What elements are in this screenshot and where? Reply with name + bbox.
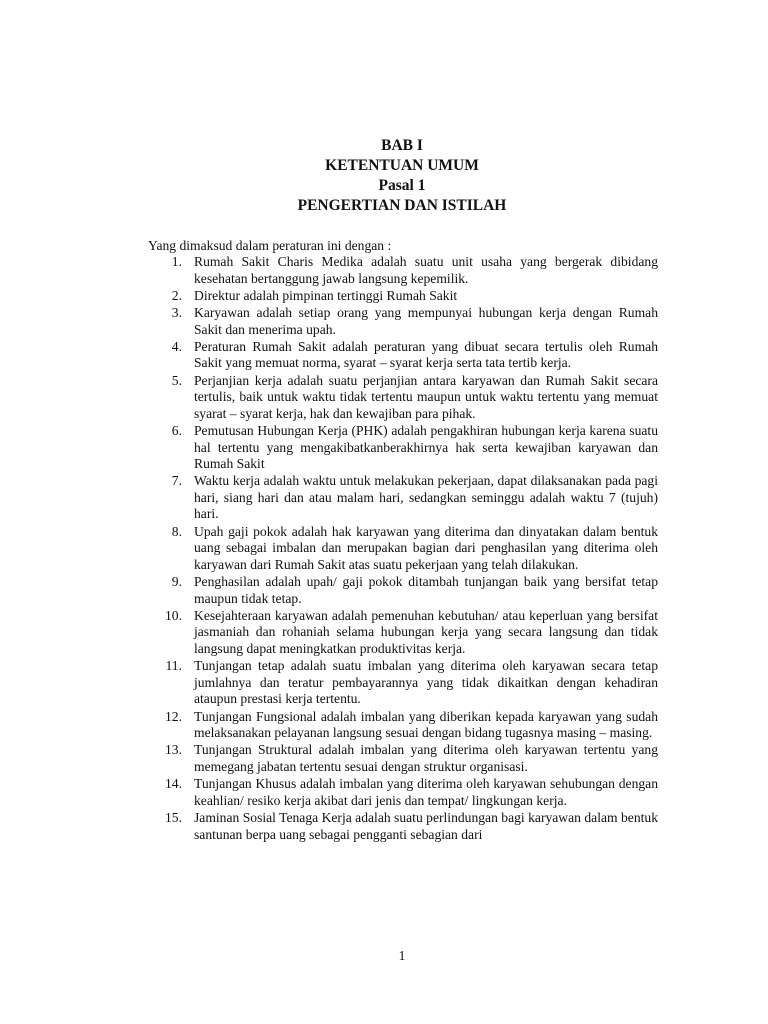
definition-item: [150, 776, 658, 809]
definition-item: [150, 473, 658, 523]
definition-item: [150, 709, 658, 742]
definition-number: 3.: [171, 304, 182, 320]
definition-text: Jaminan Sosial Tenaga Kerja adalah suatu perlindungan bagi karyawan dalam bentuk santunan berpa uang sebagai pengganti sebagian dari: [194, 809, 658, 842]
definition-item: [150, 373, 658, 423]
definition-text: Direktur adalah pimpinan tertinggi Rumah Sakit: [194, 287, 458, 303]
definition-item: [150, 608, 658, 658]
definition-number: 8.: [171, 523, 182, 539]
definition-text: Perjanjian kerja adalah suatu perjanjian antara karyawan dan Rumah Sakit secara tertulis, baik untuk waktu tidak tertentu maupun untuk waktu tertentu yang memuat syarat – syarat kerja, hak dan kewajiban para pihak.: [194, 372, 658, 421]
definition-number: 6.: [171, 422, 182, 438]
definition-number: 7.: [171, 473, 182, 489]
definition-text: Rumah Sakit Charis Medika adalah suatu unit usaha yang bergerak dibidang kesehatan bertanggung jawab langsung kepemilik.: [194, 254, 658, 286]
definition-number: 2.: [171, 287, 182, 303]
definition-number: 9.: [171, 574, 182, 590]
definition-text: Karyawan adalah setiap orang yang mempunyai hubungan kerja dengan Rumah Sakit dan menerima upah.: [194, 304, 658, 337]
intro-text: Yang dimaksud dalam peraturan ini dengan :: [148, 238, 392, 253]
definition-item: [150, 524, 658, 574]
definition-list: [150, 254, 658, 844]
definition-text: Waktu kerja adalah waktu untuk melakukan pekerjaan, dapat dilaksanakan pada pagi hari, siang hari dan atau malam hari, sedangkan seminggu adalah waktu 7 (tujuh) hari.: [194, 473, 658, 522]
definition-number: 14.: [165, 776, 182, 792]
definition-text: Tunjangan Fungsional adalah imbalan yang diberikan kepada karyawan yang sudah melaksanakan pelayanan langsung sesuai dengan bidang tugasnya masing – masing.: [194, 708, 658, 741]
definition-number: 12.: [165, 708, 182, 724]
definition-number: 15.: [165, 809, 182, 825]
definition-text: Peraturan Rumah Sakit adalah peraturan yang dibuat secara tertulis oleh Rumah Sakit yang memuat norma, syarat – syarat kerja serta tata tertib kerja.: [194, 338, 658, 371]
definition-number: 1.: [171, 254, 182, 269]
chapter-number: BAB I: [381, 137, 423, 154]
article-title: PENGERTIAN DAN ISTILAH: [297, 197, 507, 214]
definition-text: Upah gaji pokok adalah hak karyawan yang diterima dan dinyatakan dalam bentuk uang sebagai imbalan dan merupakan bagian dari penghasilan yang diterima oleh karyawan dari Rumah Sakit atas suatu pekerjaan yang telah dilakukan.: [194, 523, 658, 572]
definition-text: Kesejahteraan karyawan adalah pemenuhan kebutuhan/ atau keperluan yang bersifat jasmaniah dan rohaniah selama hubungan kerja yang secara langsung dan tidak langsung dapat meningkatkan produktivitas kerja.: [194, 607, 658, 656]
definition-item: [150, 288, 658, 305]
definition-item: [150, 658, 658, 708]
definition-item: [150, 423, 658, 473]
definition-item: [150, 742, 658, 775]
definition-item: [150, 339, 658, 372]
article-number: Pasal 1: [378, 177, 426, 194]
definition-text: Tunjangan Struktural adalah imbalan yang diterima oleh karyawan tertentu yang memegang jabatan tertentu sesuai dengan struktur organisasi.: [194, 742, 658, 774]
definition-number: 5.: [171, 372, 182, 388]
chapter-heading: [0, 136, 768, 216]
chapter-title: KETENTUAN UMUM: [325, 157, 479, 174]
definition-number: 4.: [171, 338, 182, 354]
definition-item: [150, 574, 658, 607]
definition-number: 10.: [165, 607, 182, 623]
definition-number: 13.: [165, 742, 182, 758]
definition-number: 11.: [165, 658, 182, 674]
definition-text: Penghasilan adalah upah/ gaji pokok ditambah tunjangan baik yang bersifat tetap maupun tidak tetap.: [194, 574, 658, 606]
definition-text: Pemutusan Hubungan Kerja (PHK) adalah pengakhiran hubungan kerja karena suatu hal tertentu yang mengakibatkanberakhirnya hak serta kewajiban karyawan dan Rumah Sakit: [194, 422, 658, 472]
page-number: 1: [398, 948, 406, 963]
definition-text: Tunjangan Khusus adalah imbalan yang diterima oleh karyawan sehubungan dengan keahlian/ resiko kerja akibat dari jenis dan tempat/ lingkungan kerja.: [194, 776, 658, 808]
definition-item: [150, 810, 658, 843]
definition-text: Tunjangan tetap adalah suatu imbalan yang diterima oleh karyawan secara tetap jumlahnya dan teratur pembayarannya yang tidak dikaitkan dengan kehadiran ataupun prestasi kerja tertentu.: [194, 658, 658, 707]
definition-item: [150, 305, 658, 338]
definition-item: [150, 254, 658, 287]
